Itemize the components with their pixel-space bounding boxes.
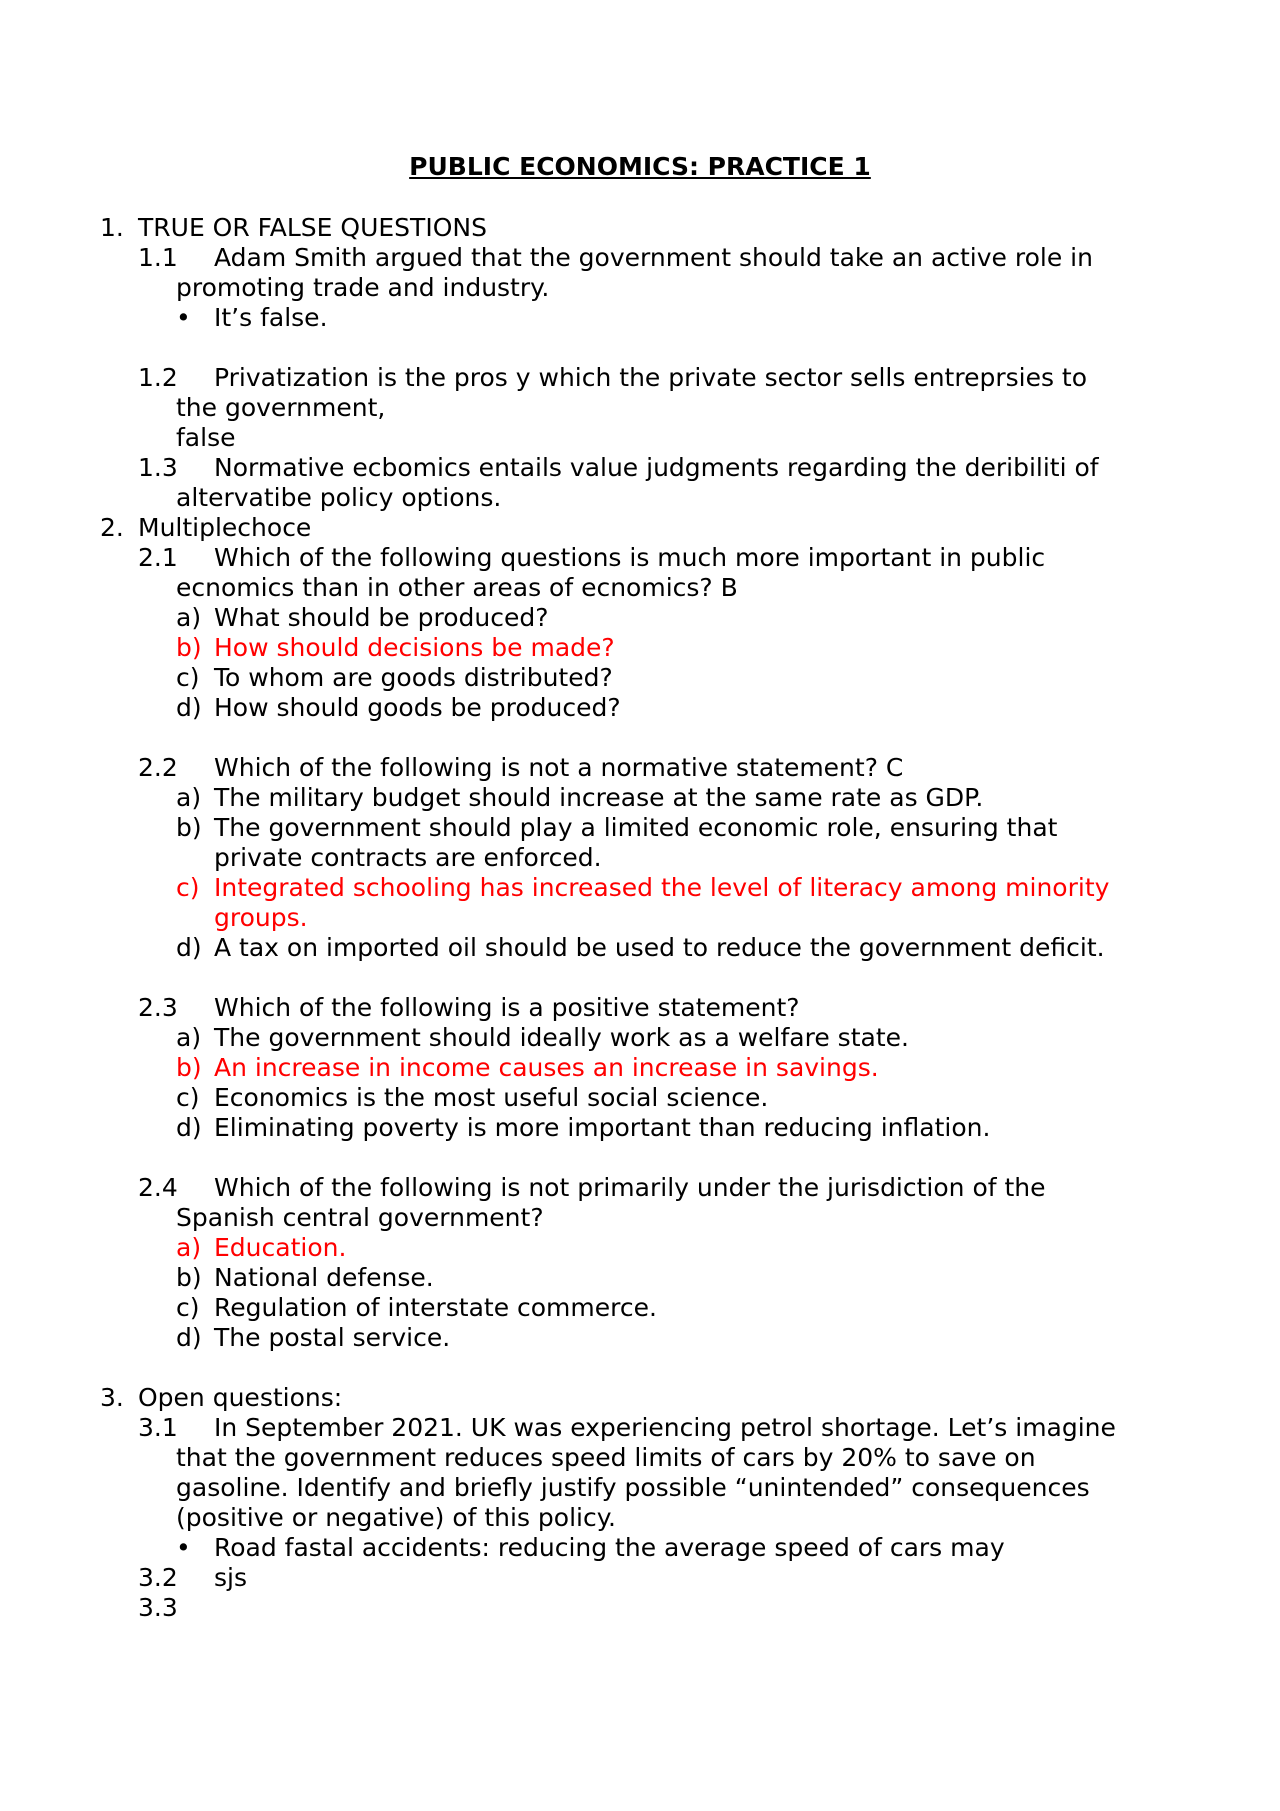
option-c [176,663,613,693]
option-d [176,1323,450,1353]
option-a [176,1023,909,1053]
question-text: Adam Smith argued that the government should take an active role in [214,243,1093,272]
option-b [176,1263,434,1293]
option-text: Integrated schooling has increased the level of literacy among minority [214,873,1110,902]
question-text: Which of the following questions is much more important in public [214,543,1046,572]
question-text-continuation: ecnomics than in other areas of ecnomics? B [176,573,738,602]
answer-text: false [176,423,236,452]
option-c-correct [176,873,1109,903]
section-1-heading [100,213,487,243]
option-letter: c) [176,663,200,692]
option-letter: c) [176,873,200,902]
option-text: The government should play a limited economic role, ensuring that [214,813,1058,842]
question-number: 3.1 [138,1413,178,1442]
option-text: Education. [214,1233,347,1262]
option-a [176,783,983,813]
option-c [176,1293,657,1323]
option-letter: c) [176,1083,200,1112]
question-text-continuation: gasoline. Identify and briefly justify possible “unintended” consequences [176,1473,1090,1502]
question-text-continuation: Spanish central government? [176,1203,544,1232]
question-1-1 [138,243,1093,273]
option-letter: a) [176,1023,202,1052]
question-text: Normative ecbomics entails value judgments regarding the deribiliti of [214,453,1099,482]
option-text: Eliminating poverty is more important than reducing inflation. [214,1113,991,1142]
option-text-continuation: groups. [214,903,308,932]
option-letter: d) [176,933,202,962]
option-letter: b) [176,1263,202,1292]
option-text: An increase in income causes an increase in savings. [214,1053,879,1082]
question-1-3 [138,453,1099,483]
option-letter: c) [176,1293,200,1322]
section-number: 3. [100,1383,124,1412]
question-text: Privatization is the pros y which the private sector sells entreprsies to [214,363,1088,392]
question-number: 3.2 [138,1563,178,1592]
option-text: Regulation of interstate commerce. [214,1293,657,1322]
option-letter: a) [176,783,202,812]
section-2-heading [100,513,311,543]
option-text: National defense. [214,1263,434,1292]
option-text: Economics is the most useful social science. [214,1083,769,1112]
option-text-continuation: private contracts are enforced. [214,843,602,872]
option-letter: a) [176,603,202,632]
bullet-answer [176,303,328,333]
question-number: 3.3 [138,1593,178,1622]
option-d [176,693,621,723]
section-number: 1. [100,213,124,242]
section-heading-text: TRUE OR FALSE QUESTIONS [138,213,487,242]
question-number: 2.4 [138,1173,178,1202]
option-c [176,1083,768,1113]
question-number: 2.3 [138,993,178,1022]
question-text: Which of the following is a positive statement? [214,993,800,1022]
question-number: 2.2 [138,753,178,782]
question-number: 1.2 [138,363,178,392]
bullet-icon: • [176,303,191,332]
section-3-heading [100,1383,342,1413]
section-number: 2. [100,513,124,542]
option-letter: d) [176,693,202,722]
option-b-correct [176,633,615,663]
question-text: sjs [214,1563,247,1592]
option-a [176,603,548,633]
option-text: How should goods be produced? [214,693,621,722]
option-b [176,813,1057,843]
option-letter: b) [176,633,202,662]
option-text: A tax on imported oil should be used to reduce the government deficit. [214,933,1105,962]
question-text-continuation: (positive or negative) of this policy. [176,1503,616,1532]
option-d [176,1113,990,1143]
question-text-continuation: promoting trade and industry. [176,273,550,302]
section-heading-text: Multiplechoce [138,513,312,542]
option-letter: b) [176,1053,202,1082]
question-2-1 [138,543,1045,573]
question-2-4 [138,1173,1046,1203]
question-1-2 [138,363,1087,393]
question-text-continuation: altervatibe policy options. [176,483,502,512]
question-text: Which of the following is not a normative statement? C [214,753,904,782]
option-letter: b) [176,813,202,842]
option-text: How should decisions be made? [214,633,615,662]
question-number: 2.1 [138,543,178,572]
option-a-correct [176,1233,346,1263]
question-text: Which of the following is not primarily under the jurisdiction of the [214,1173,1046,1202]
option-text: The postal service. [214,1323,451,1352]
bullet-icon: • [176,1533,191,1562]
bullet-text: It’s false. [214,303,328,332]
question-2-2 [138,753,903,783]
option-letter: d) [176,1323,202,1352]
option-b-correct [176,1053,879,1083]
question-text-continuation: that the government reduces speed limits of cars by 20% to save on [176,1443,1036,1472]
option-letter: a) [176,1233,202,1262]
page-title: PUBLIC ECONOMICS: PRACTICE 1 [409,152,871,181]
question-3-1 [138,1413,1116,1443]
option-letter: d) [176,1113,202,1142]
question-text-continuation: the government, [176,393,386,422]
option-d [176,933,1105,963]
option-text: To whom are goods distributed? [214,663,613,692]
question-number: 1.1 [138,243,178,272]
option-text: The government should ideally work as a welfare state. [214,1023,909,1052]
option-text: The military budget should increase at the same rate as GDP. [214,783,984,812]
bullet-answer [176,1533,1005,1563]
section-heading-text: Open questions: [138,1383,343,1412]
bullet-text: Road fastal accidents: reducing the average speed of cars may [214,1533,1005,1562]
question-2-3 [138,993,800,1023]
option-text: What should be produced? [214,603,549,632]
question-number: 1.3 [138,453,178,482]
question-text: In September 2021. UK was experiencing petrol shortage. Let’s imagine [214,1413,1116,1442]
question-3-2 [138,1563,247,1593]
question-3-3 [138,1593,214,1623]
